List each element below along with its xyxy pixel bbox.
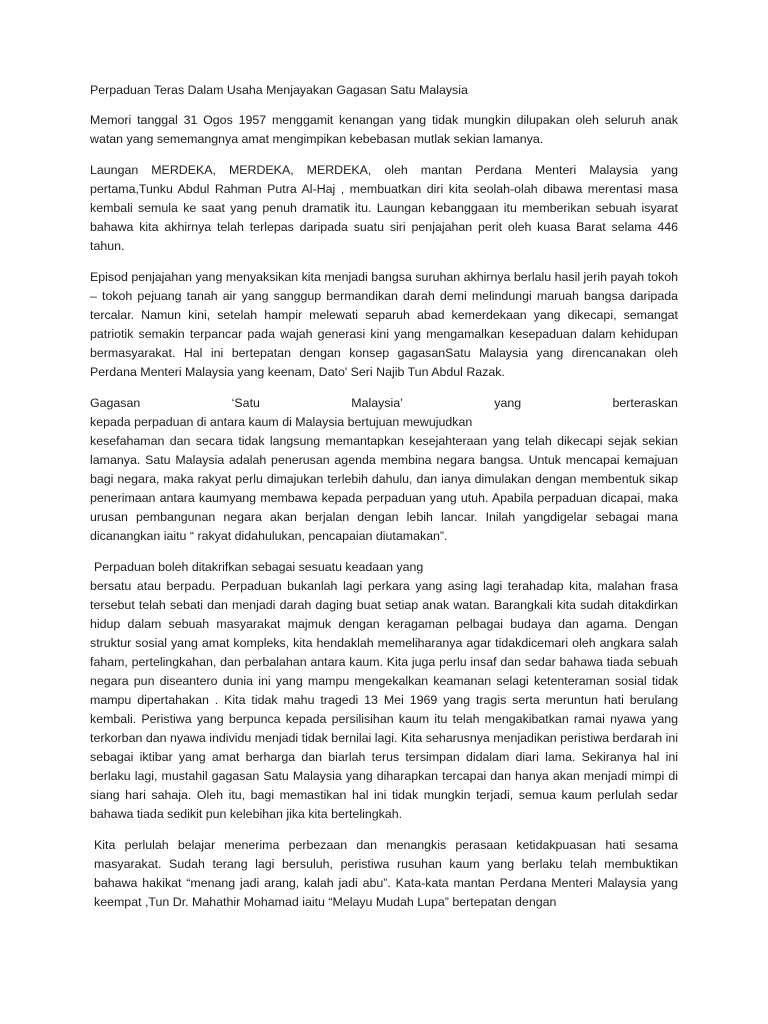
paragraph-2: Laungan MERDEKA, MERDEKA, MERDEKA, oleh mantan Perdana Menteri Malaysia yang pertama,Tunku Abdul Rahman Putra Al-Haj , membuatkan diri kita seolah-olah dibawa merentasi masa kembali semula ke saat yang penuh dramatik itu. Laungan kebanggaan itu memberikan sebuah isyarat bahawa kita akhirnya telah terlepas daripada suatu siri penjajahan perit oleh kuasa Barat selama 446 tahun. (90, 163, 678, 253)
paragraph-4-first-line (90, 394, 678, 413)
word: Malaysia’ (351, 396, 403, 410)
document-body (90, 81, 678, 924)
word: ‘Satu (231, 396, 260, 410)
paragraph-4-second-line: kepada perpaduan di antara kaum di Malaysia bertujuan mewujudkan (90, 415, 473, 429)
paragraph-4 (90, 394, 678, 546)
document-title: Perpaduan Teras Dalam Usaha Menjayakan Gagasan Satu Malaysia (90, 83, 468, 97)
paragraph-5-body: bersatu atau berpadu. Perpaduan bukanlah lagi perkara yang asing lagi terahadap kita, malahan frasa tersebut telah sebati dan menjadi darah daging buat setiap anak watan. Barangkali kita sudah ditakdirkan hidup dalam sebuah masyarakat majmuk dengan keragaman pelbagai budaya dan agama. Dengan struktur sosial yang amat kompleks, kita hendaklah memeliharanya agar tidakdicemari oleh angkara salah faham, pertelingkahan, dan perbalahan antara kaum. Kita juga perlu insaf dan sedar bahawa tiada sebuah negara pun diseantero dunia ini yang mampu mengekalkan keamanan selagi ketenteraman sosial tidak mampu dipertahakan . Kita tidak mahu tragedi 13 Mei 1969 yang tragis serta meruntun hati berulang kembali. Peristiwa yang berpunca kepada persilisihan kaum itu telah mengakibatkan ramai nyawa yang terkorban dan nyawa individu menjadi tidak bernilai lagi. Kita seharusnya menjadikan peristiwa berdarah ini sebagai iktibar yang amat berharga dan biarlah terus tersimpan didalam diari lama. Sekiranya hal ini berlaku lagi, mustahil gagasan Satu Malaysia yang diharapkan tercapai dan hanya akan menjadi mimpi di siang hari sahaja. Oleh itu, bagi memastikan hal ini tidak mungkin terjadi, semua kaum perlulah sedar bahawa tiada sedikit pun kelebihan jika kita bertelingkah. (90, 579, 678, 821)
paragraph-6: Kita perlulah belajar menerima perbezaan dan menangkis perasaan ketidakpuasan hati sesama masyarakat. Sudah terang lagi bersuluh, peristiwa rusuhan kaum yang berlaku telah membuktikan bahawa hakikat “menang jadi arang, kalah jadi abu”. Kata-kata mantan Perdana Menteri Malaysia yang keempat ,Tun Dr. Mahathir Mohamad iaitu “Melayu Mudah Lupa” bertepatan dengan (94, 838, 678, 909)
paragraph-5-first-line: Perpaduan boleh ditakrifkan sebagai sesuatu keadaan yang (94, 560, 424, 574)
paragraph-1: Memori tanggal 31 Ogos 1957 menggamit kenangan yang tidak mungkin dilupakan oleh seluruh anak watan yang sememangnya amat mengimpikan kebebasan mutlak sekian lamanya. (90, 113, 678, 146)
word: berteraskan (612, 396, 678, 410)
paragraph-3: Episod penjajahan yang menyaksikan kita menjadi bangsa suruhan akhirnya berlalu hasil jerih payah tokoh – tokoh pejuang tanah air yang sanggup bermandikan darah demi melindungi maruah bangsa daripada tercalar. Namun kini, setelah hampir melewati separuh abad kemerdekaan yang dikecapi, semangat patriotik semakin terpancar pada wajah generasi kini yang mengamalkan kesepaduan dalam kehidupan bermasyarakat. Hal ini bertepatan dengan konsep gagasanSatu Malaysia yang direncanakan oleh Perdana Menteri Malaysia yang keenam, Dato' Seri Najib Tun Abdul Razak. (90, 270, 678, 379)
word: Gagasan (90, 396, 141, 410)
word: yang (494, 396, 522, 410)
paragraph-5 (90, 558, 678, 824)
paragraph-4-body: kesefahaman dan secara tidak langsung memantapkan kesejahteraan yang telah dikecapi sejak sekian lamanya. Satu Malaysia adalah penerusan agenda membina negara bangsa. Untuk mencapai kemajuan bagi negara, maka rakyat perlu dimajukan terlebih dahulu, dan ianya dimulakan dengan membentuk sikap penerimaan antara kaumyang membawa kepada perpaduan yang utuh. Apabila perpaduan dicapai, maka urusan pembangunan negara akan berjalan dengan lebih lancar. Inilah yangdigelar sebagai mana dicanangkan iaitu “ rakyat didahulukan, pencapaian diutamakan”. (90, 434, 678, 543)
